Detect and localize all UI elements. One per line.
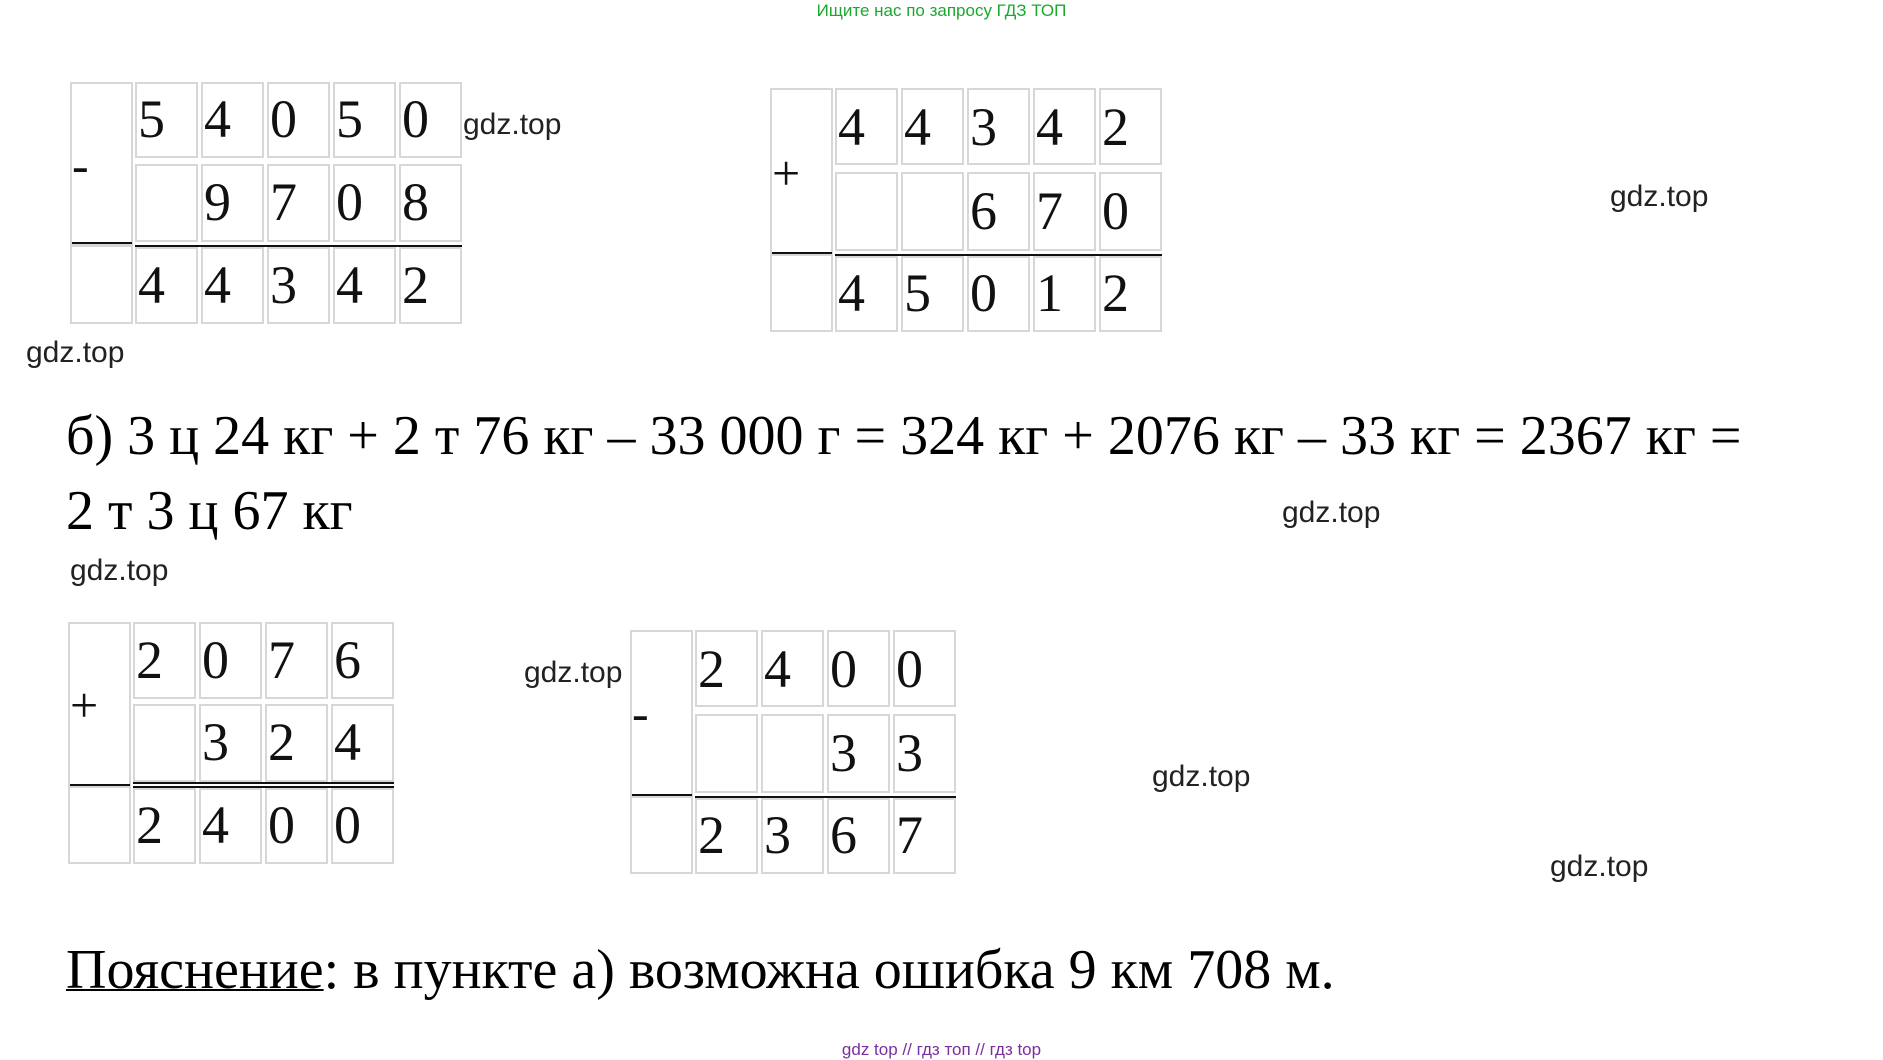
digit: 0: [334, 795, 361, 855]
top-search-note: Ищите нас по запросу ГДЗ ТОП: [816, 1, 1067, 20]
digit: 2: [1102, 263, 1129, 323]
digit: 0: [1102, 181, 1129, 241]
digit: 0: [896, 639, 923, 699]
digit: 0: [270, 89, 297, 149]
explanation-text: : в пункте а) возможна ошибка 9 км 708 м.: [323, 939, 1335, 1001]
digit: 7: [1036, 181, 1063, 241]
equation-line-2: 2 т 3 ц 67 кг: [66, 480, 353, 542]
digit: 1: [1036, 263, 1063, 323]
digit: 5: [904, 263, 931, 323]
watermark: gdz.top: [26, 336, 125, 369]
digit: 0: [830, 639, 857, 699]
digit: 2: [136, 795, 163, 855]
watermark: gdz.top: [1550, 850, 1649, 883]
digit: 7: [896, 805, 923, 865]
digit: 3: [202, 712, 229, 772]
digit: 3: [896, 723, 923, 783]
digit: 4: [202, 795, 229, 855]
watermark: gdz.top: [70, 554, 169, 587]
digit: 0: [202, 630, 229, 690]
digit: 5: [336, 89, 363, 149]
digit: 8: [402, 172, 429, 232]
digit: 3: [270, 255, 297, 315]
column-subtraction-b: [630, 630, 960, 874]
column-subtraction-a: [70, 82, 465, 324]
digit: 7: [270, 172, 297, 232]
watermark: gdz.top: [524, 656, 623, 689]
digit: 2: [698, 639, 725, 699]
digit: 4: [838, 97, 865, 157]
digit: 4: [336, 255, 363, 315]
digit: 4: [904, 97, 931, 157]
watermark: gdz.top: [463, 108, 562, 141]
digit: 0: [336, 172, 363, 232]
digit: 0: [402, 89, 429, 149]
plus-sign: +: [772, 145, 801, 201]
watermark: gdz.top: [1152, 760, 1251, 793]
digit: 3: [970, 97, 997, 157]
digit: 0: [970, 263, 997, 323]
plus-sign: +: [70, 677, 99, 733]
digit: 4: [838, 263, 865, 323]
watermark: gdz.top: [1610, 180, 1709, 213]
digit: 6: [334, 630, 361, 690]
digit: 5: [138, 89, 165, 149]
digit: 6: [830, 805, 857, 865]
digit: 2: [698, 805, 725, 865]
minus-sign: -: [632, 685, 649, 741]
digit: 4: [204, 255, 231, 315]
digit: 2: [136, 630, 163, 690]
digit: 3: [764, 805, 791, 865]
digit: 7: [268, 630, 295, 690]
watermark: gdz.top: [1282, 496, 1381, 529]
digit: 2: [402, 255, 429, 315]
explanation-label: Пояснение: [66, 939, 324, 1001]
digit: 2: [1102, 97, 1129, 157]
minus-sign: -: [72, 137, 89, 193]
explanation: [66, 939, 1335, 1001]
equation-line-1: б) 3 ц 24 кг + 2 т 76 кг – 33 000 г = 324 кг + 2076 кг – 33 кг = 2367 кг =: [66, 405, 1742, 467]
digit: 4: [138, 255, 165, 315]
footer-links: gdz top // гдз топ // гдз top: [841, 1040, 1042, 1059]
digit: 4: [764, 639, 791, 699]
digit: 4: [1036, 97, 1063, 157]
column-addition-a: [770, 88, 1165, 332]
digit: 4: [334, 712, 361, 772]
digit: 0: [268, 795, 295, 855]
digit: 3: [830, 723, 857, 783]
digit: 2: [268, 712, 295, 772]
digit: 9: [204, 172, 231, 232]
digit: 6: [970, 181, 997, 241]
digit: 4: [204, 89, 231, 149]
column-addition-b: [68, 622, 398, 864]
